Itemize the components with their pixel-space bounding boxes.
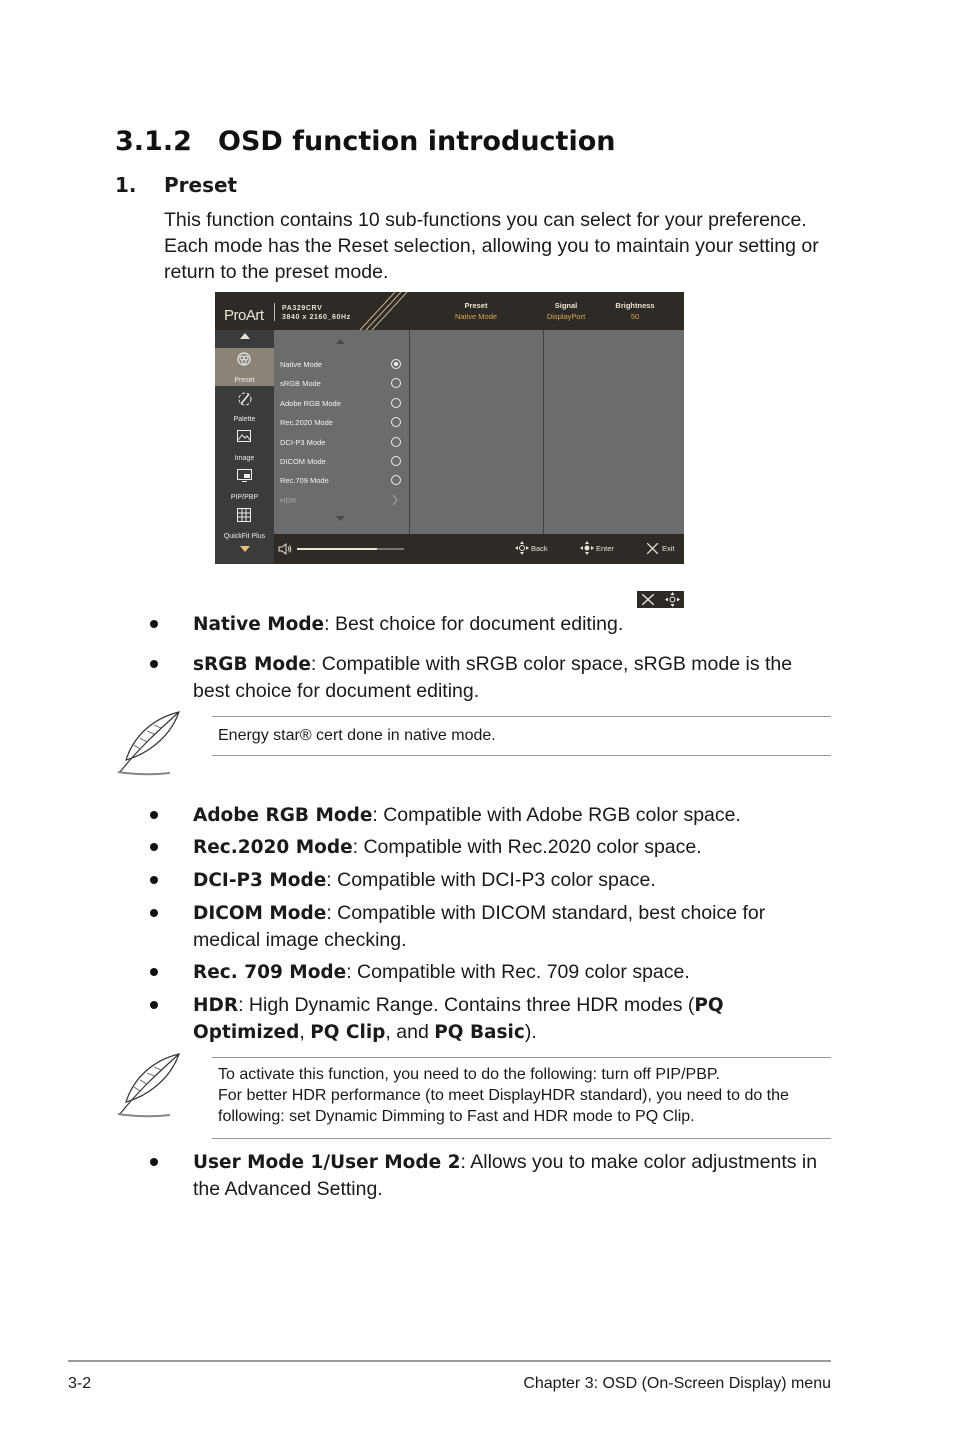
sidebar-item-image[interactable]: Image (215, 426, 274, 464)
exit-label[interactable]: Exit (662, 544, 675, 553)
note-energy-star: Energy star® cert done in native mode. (212, 716, 831, 756)
palette-icon (237, 391, 253, 407)
menu-item-label: HDR (280, 495, 297, 505)
volume-slider-fill (297, 548, 377, 550)
image-icon (237, 430, 251, 443)
osd-keys-strip (637, 591, 684, 608)
osd-screenshot (215, 292, 684, 564)
intro-paragraph: This function contains 10 sub-functions you can select for your preference. Each mode has the Reset selection, allowing you to maintain your setting or return to the preset mode. (164, 209, 819, 283)
column-divider-2 (543, 330, 544, 534)
quickfit-grid-icon (237, 508, 251, 522)
volume-slider-track[interactable] (297, 548, 404, 550)
sidebar-item-palette[interactable]: Palette (215, 387, 274, 425)
menu-item-label: sRGB Mode (280, 379, 321, 389)
preset-icon (237, 352, 251, 366)
menu-item-srgb-mode[interactable] (280, 376, 405, 395)
volume-icon (278, 543, 292, 555)
footer-rule (68, 1360, 831, 1362)
section-number: 3.1.2 (115, 126, 192, 157)
subsection-title: Preset (164, 173, 238, 197)
menu-item-hdr[interactable] (280, 493, 405, 512)
section-heading (115, 126, 615, 157)
menu-item-label: DICOM Mode (280, 457, 326, 466)
key-joystick-icon (665, 592, 680, 607)
menu-item-label: Native Mode (280, 360, 323, 369)
radio-icon (391, 378, 401, 388)
radio-icon (391, 398, 401, 408)
note-feather-icon (114, 710, 184, 778)
menu-up-arrow-icon[interactable] (336, 339, 345, 344)
menu-item-rec-709-mode[interactable] (280, 473, 405, 492)
menu-item-native-mode[interactable] (280, 357, 405, 376)
chapter-title: Chapter 3: OSD (On-Screen Display) menu (523, 1375, 831, 1392)
back-joystick-icon (515, 541, 529, 555)
model-resolution: 3840 x 2160_60Hz (282, 314, 351, 321)
chevron-right-icon (392, 495, 398, 505)
column-divider-1 (409, 330, 410, 534)
pip-pbp-icon (237, 469, 252, 482)
logo-divider (274, 303, 275, 321)
menu-down-arrow-icon[interactable] (336, 516, 345, 521)
sidebar-up-arrow-icon[interactable] (240, 333, 250, 339)
section-title: OSD function introduction (218, 126, 616, 157)
model-info (282, 304, 351, 322)
proart-logo: ProArt (224, 307, 264, 324)
exit-x-icon (647, 543, 658, 554)
sidebar-item-quickfit-plus[interactable]: QuickFit Plus (215, 504, 274, 542)
status-preset: Preset Native Mode (454, 301, 498, 321)
sidebar-item-pip-pbp[interactable]: PIP/PBP (215, 465, 274, 503)
header-stripes-decoration (350, 292, 410, 330)
radio-icon (391, 437, 401, 447)
menu-item-rec-2020-mode[interactable] (280, 415, 405, 434)
subsection-number: 1. (115, 173, 137, 197)
menu-item-label: Rec.709 Mode (280, 476, 329, 486)
sidebar-item-preset[interactable]: Preset (215, 348, 274, 386)
note-hdr-activation: To activate this function, you need to do the following: turn off PIP/PBP. For better HDR performance (to meet DisplayHDR standard), you need to do the following: set Dynamic Dimming to Fast and HDR mode to PQ Clip. (212, 1057, 831, 1139)
menu-item-adobe-rgb-mode[interactable] (280, 396, 405, 415)
menu-item-label: Adobe RGB Mode (280, 398, 341, 408)
sidebar-down-arrow-icon[interactable] (240, 546, 250, 552)
back-label[interactable]: Back (531, 544, 548, 553)
subsection-heading (115, 173, 237, 197)
status-brightness: Brightness 50 (615, 301, 655, 321)
preset-menu-list (276, 330, 409, 534)
key-x-icon (642, 594, 654, 605)
menu-item-label: Rec.2020 Mode (280, 418, 333, 428)
enter-label[interactable]: Enter (596, 544, 614, 553)
radio-icon (391, 475, 401, 485)
model-name: PA329CRV (282, 305, 323, 312)
osd-header (215, 292, 684, 330)
page-number: 3-2 (68, 1375, 92, 1392)
menu-item-label: DCI-P3 Mode (280, 437, 326, 447)
osd-sidebar (215, 330, 274, 564)
enter-joystick-icon (580, 541, 594, 555)
menu-item-dci-p3-mode[interactable] (280, 435, 405, 454)
radio-selected-icon (391, 359, 401, 369)
note-feather-icon (114, 1052, 184, 1120)
osd-bottom-bar (274, 534, 684, 564)
menu-item-dicom-mode[interactable] (280, 454, 405, 473)
radio-icon (391, 417, 401, 427)
status-signal: Signal DisplayPort (546, 301, 586, 321)
radio-icon (391, 456, 401, 466)
